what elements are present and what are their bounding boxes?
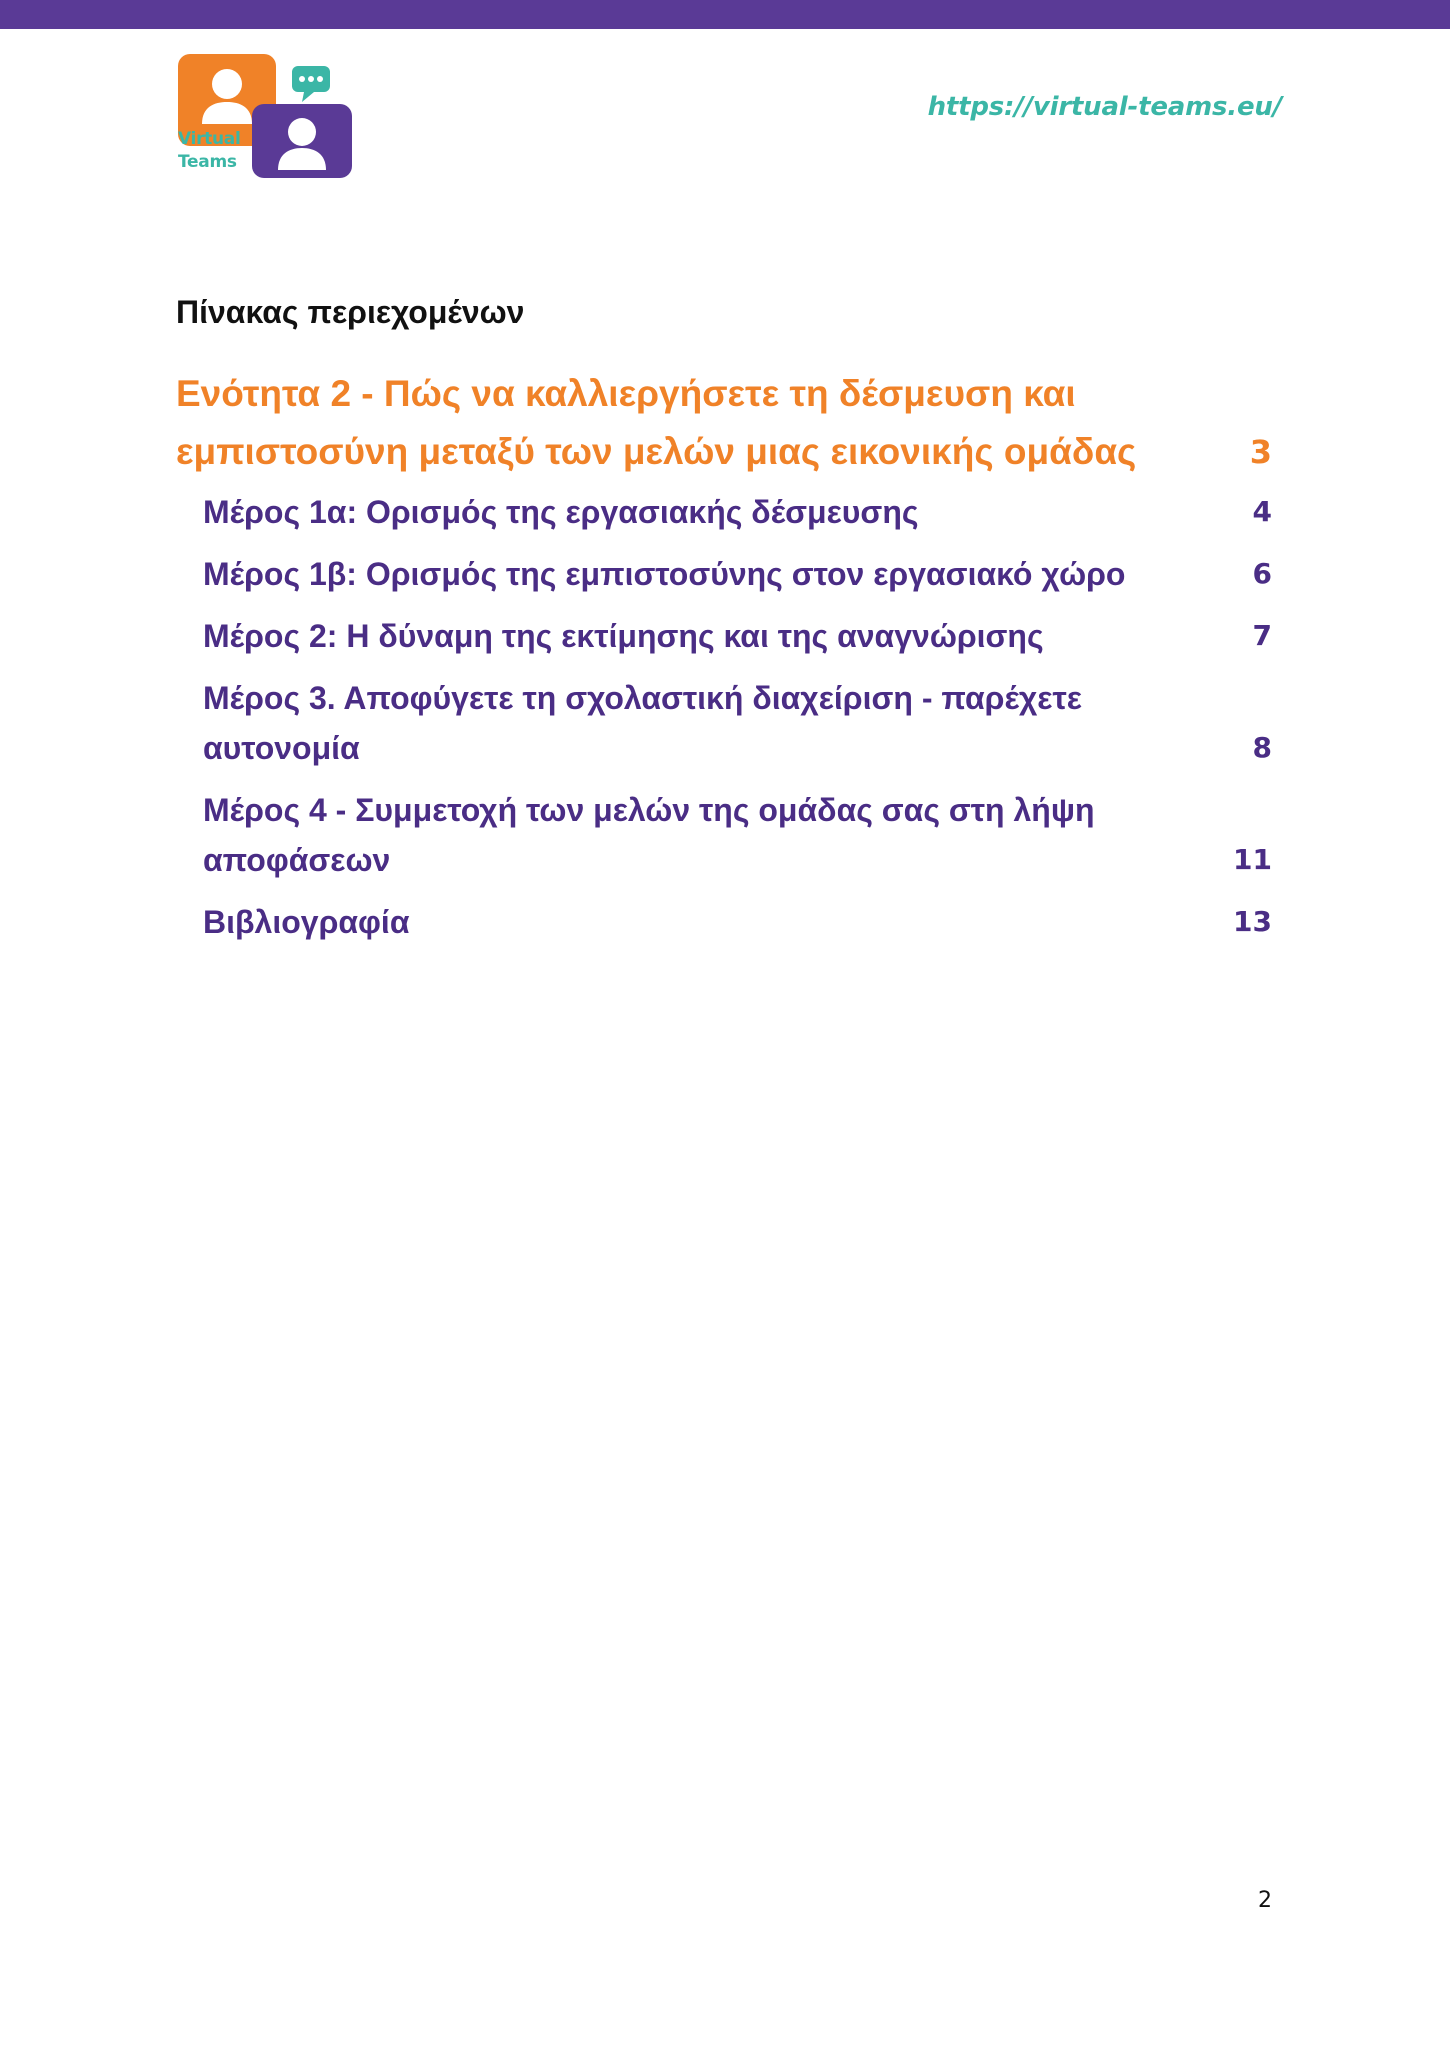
toc-heading: Πίνακας περιεχομένων: [176, 294, 525, 330]
logo-wordmark: [178, 128, 241, 174]
logo-wordmark-line2: Teams: [178, 152, 237, 172]
toc-entry-part-3[interactable]: [176, 673, 1272, 773]
toc-entry-label: Βιβλιογραφία: [203, 904, 410, 940]
toc-entry-page: 13: [1233, 905, 1272, 938]
page-number: 2: [1258, 1888, 1272, 1913]
toc-entry-page: 8: [1252, 731, 1272, 764]
toc-entry-part-1a[interactable]: [176, 487, 1272, 537]
toc-entry-label: Μέρος 3. Αποφύγετε τη σχολαστική διαχείριση - παρέχετε αυτονομία: [203, 680, 1082, 766]
toc-entry-part-2[interactable]: [176, 611, 1272, 661]
toc-entry-label: Μέρος 1α: Ορισμός της εργασιακής δέσμευσης: [203, 494, 919, 530]
toc-entry-label: Ενότητα 2 - Πώς να καλλιεργήσετε τη δέσμευση και εμπιστοσύνη μεταξύ των μελών μιας εικονικής ομάδας: [176, 373, 1137, 472]
top-color-bar: [0, 0, 1450, 29]
toc-entry-section-2[interactable]: [176, 365, 1272, 481]
toc-entry-page: 4: [1252, 495, 1272, 528]
table-of-contents: [176, 365, 1272, 959]
toc-entry-bibliography[interactable]: [176, 897, 1272, 947]
toc-entry-page: 6: [1252, 557, 1272, 590]
virtual-teams-logo: [176, 52, 356, 182]
logo-wordmark-line1: Virtual: [178, 129, 241, 149]
toc-entry-page: 3: [1249, 433, 1272, 471]
toc-entry-label: Μέρος 2: Η δύναμη της εκτίμησης και της αναγνώρισης: [203, 618, 1044, 654]
toc-entry-page: 11: [1233, 843, 1272, 876]
toc-entry-label: Μέρος 4 - Συμμετοχή των μελών της ομάδας σας στη λήψη αποφάσεων: [203, 792, 1095, 878]
toc-entry-page: 7: [1252, 619, 1272, 652]
toc-entry-part-4[interactable]: [176, 785, 1272, 885]
toc-entry-part-1b[interactable]: [176, 549, 1272, 599]
site-url-link[interactable]: https://virtual-teams.eu/: [927, 92, 1282, 122]
toc-entry-label: Μέρος 1β: Ορισμός της εμπιστοσύνης στον εργασιακό χώρο: [203, 556, 1126, 592]
